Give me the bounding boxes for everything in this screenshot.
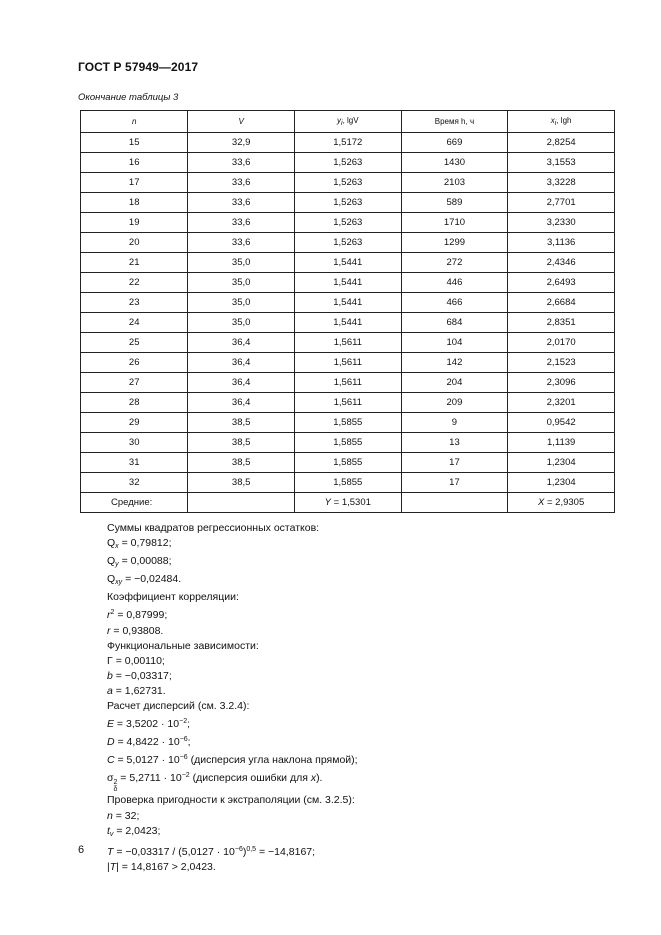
cell-v: 32,9 <box>188 133 295 153</box>
cell-x: 3,3228 <box>508 173 615 193</box>
cell-time: 9 <box>401 413 508 433</box>
cell-n: 16 <box>81 153 188 173</box>
T-line: $T = -0,03317 / (5,0127 \cdot 10^{-6})^{0,5} = -14,8167$; <box>107 845 316 858</box>
d-line: $D = 4,8422 \cdot 10^{-6}$; <box>107 736 191 749</box>
cell-y: 1,5611 <box>294 373 401 393</box>
table-row <box>81 273 615 293</box>
cell-v: 33,6 <box>188 173 295 193</box>
cell-v: 36,4 <box>188 333 295 353</box>
cell-n: 28 <box>81 393 188 413</box>
cell-y: 1,5855 <box>294 413 401 433</box>
cell-y: 1,5263 <box>294 153 401 173</box>
cell-x: 2,8351 <box>508 313 615 333</box>
cell-time: 204 <box>401 373 508 393</box>
cell-time: 13 <box>401 433 508 453</box>
cell-v: 33,6 <box>188 153 295 173</box>
cell-y: 1,5441 <box>294 293 401 313</box>
col-header-y: $y_i$, lgV <box>294 111 401 133</box>
col-header-x: $x_i$, lgh <box>508 111 615 133</box>
cell-y: 1,5263 <box>294 213 401 233</box>
cell-n: 17 <box>81 173 188 193</box>
cell-x: 3,2330 <box>508 213 615 233</box>
averages-time-cell <box>401 493 508 513</box>
cell-time: 142 <box>401 353 508 373</box>
cell-y: 1,5611 <box>294 393 401 413</box>
t-line: $t_v = 2,0423$; <box>107 824 161 838</box>
col-header-n: n <box>81 111 188 133</box>
b-line: b = −0,03317; <box>107 669 172 682</box>
table-header-row <box>81 111 615 133</box>
cell-v: 33,6 <box>188 213 295 233</box>
cell-x: 0,9542 <box>508 413 615 433</box>
cell-time: 272 <box>401 253 508 273</box>
cell-n: 26 <box>81 353 188 373</box>
cell-n: 27 <box>81 373 188 393</box>
table-row <box>81 173 615 193</box>
cell-n: 21 <box>81 253 188 273</box>
cell-v: 35,0 <box>188 253 295 273</box>
cell-x: 2,7701 <box>508 193 615 213</box>
qy-line: $Q_y = 0,00088$; <box>107 555 172 569</box>
cell-time: 104 <box>401 333 508 353</box>
cell-v: 36,4 <box>188 393 295 413</box>
cell-n: 20 <box>81 233 188 253</box>
functional-title: Функциональные зависимости: <box>107 639 259 652</box>
cell-y: 1,5441 <box>294 273 401 293</box>
cell-x: 2,6493 <box>508 273 615 293</box>
averages-label: Средние: <box>81 493 188 513</box>
cell-time: 1710 <box>401 213 508 233</box>
cell-y: 1,5263 <box>294 173 401 193</box>
cell-y: 1,5441 <box>294 253 401 273</box>
table-row <box>81 413 615 433</box>
cell-x: 2,1523 <box>508 353 615 373</box>
table-row <box>81 133 615 153</box>
r-line: r = 0,93808. <box>107 624 164 637</box>
qxy-line: $Q_{xy} = -0,02484$. <box>107 573 182 587</box>
a-line: a = 1,62731. <box>107 684 166 697</box>
cell-n: 24 <box>81 313 188 333</box>
cell-time: 446 <box>401 273 508 293</box>
cell-x: 1,1139 <box>508 433 615 453</box>
cell-time: 209 <box>401 393 508 413</box>
cell-n: 29 <box>81 413 188 433</box>
cell-n: 32 <box>81 473 188 493</box>
table-body <box>81 133 615 493</box>
cell-time: 17 <box>401 453 508 473</box>
residuals-title: Суммы квадратов регрессионных остатков: <box>107 522 320 534</box>
table-row <box>81 153 615 173</box>
cell-n: 22 <box>81 273 188 293</box>
cell-y: 1,5263 <box>294 193 401 213</box>
cell-n: 15 <box>81 133 188 153</box>
table-caption: Окончание таблицы 3 <box>78 92 179 103</box>
cell-x: 2,6684 <box>508 293 615 313</box>
e-line: $E = 3,5202 \cdot 10^{-2}$; <box>107 718 191 731</box>
page-number: 6 <box>78 844 85 856</box>
table-row <box>81 293 615 313</box>
cell-n: 25 <box>81 333 188 353</box>
cell-time: 466 <box>401 293 508 313</box>
table-row <box>81 213 615 233</box>
cell-y: 1,5855 <box>294 453 401 473</box>
cell-time: 2103 <box>401 173 508 193</box>
cell-n: 31 <box>81 453 188 473</box>
cell-x: 3,1553 <box>508 153 615 173</box>
cell-n: 18 <box>81 193 188 213</box>
cell-v: 35,0 <box>188 313 295 333</box>
cell-v: 38,5 <box>188 453 295 473</box>
average-y: Y = 1,5301 <box>294 493 401 513</box>
cell-x: 1,2304 <box>508 453 615 473</box>
cell-x: 2,3201 <box>508 393 615 413</box>
n-line: n = 32; <box>107 809 140 822</box>
cell-n: 30 <box>81 433 188 453</box>
cell-y: 1,5263 <box>294 233 401 253</box>
cell-n: 23 <box>81 293 188 313</box>
table-row <box>81 233 615 253</box>
correlation-title: Коэффициент корреляции: <box>107 591 239 604</box>
cell-v: 33,6 <box>188 193 295 213</box>
cell-y: 1,5611 <box>294 353 401 373</box>
cell-x: 3,1136 <box>508 233 615 253</box>
cell-time: 669 <box>401 133 508 153</box>
table-row <box>81 253 615 273</box>
cell-y: 1,5441 <box>294 313 401 333</box>
cell-time: 589 <box>401 193 508 213</box>
dispersion-title: Расчет дисперсий (см. 3.2.4): <box>107 700 250 713</box>
average-x: X = 2,9305 <box>508 493 615 513</box>
cell-x: 2,3096 <box>508 373 615 393</box>
cell-x: 2,8254 <box>508 133 615 153</box>
abs-T-line: |T| = 14,8167 > 2,0423. <box>107 860 216 873</box>
table-footer-row <box>81 493 615 513</box>
c-line: $C = 5,0127 \cdot 10^{-6}$ (дисперсия угла наклона прямой); <box>107 754 358 767</box>
cell-y: 1,5172 <box>294 133 401 153</box>
averages-v-cell <box>188 493 295 513</box>
r2-line: $r^2 = 0,87999$; <box>107 609 168 622</box>
data-table <box>80 110 615 513</box>
table-row <box>81 433 615 453</box>
cell-time: 1299 <box>401 233 508 253</box>
cell-v: 33,6 <box>188 233 295 253</box>
cell-v: 38,5 <box>188 433 295 453</box>
cell-y: 1,5611 <box>294 333 401 353</box>
cell-time: 17 <box>401 473 508 493</box>
sigma-line: σ 2 δ = $5,2711 \cdot 10^{-2}$ (дисперсия ошибки для x). <box>107 772 323 794</box>
gamma-line: Γ = 0,00110; <box>107 654 165 667</box>
cell-v: 36,4 <box>188 373 295 393</box>
cell-time: 1430 <box>401 153 508 173</box>
cell-n: 19 <box>81 213 188 233</box>
cell-y: 1,5855 <box>294 473 401 493</box>
cell-v: 35,0 <box>188 293 295 313</box>
table-row <box>81 313 615 333</box>
table-row <box>81 393 615 413</box>
qx-line: $Q_x = 0,79812$; <box>107 537 172 551</box>
col-header-time: Время h, ч <box>401 111 508 133</box>
table-row <box>81 453 615 473</box>
cell-v: 38,5 <box>188 473 295 493</box>
cell-v: 38,5 <box>188 413 295 433</box>
cell-y: 1,5855 <box>294 433 401 453</box>
table-row <box>81 373 615 393</box>
calculation-block <box>107 521 358 875</box>
table-row <box>81 473 615 493</box>
table-row <box>81 353 615 373</box>
cell-x: 2,0170 <box>508 333 615 353</box>
table-row <box>81 193 615 213</box>
cell-time: 684 <box>401 313 508 333</box>
extrapolation-title: Проверка пригодности к экстраполяции (см. 3.2.5): <box>107 794 355 807</box>
cell-x: 1,2304 <box>508 473 615 493</box>
cell-v: 35,0 <box>188 273 295 293</box>
cell-v: 36,4 <box>188 353 295 373</box>
col-header-v: V <box>188 111 295 133</box>
document-header: ГОСТ Р 57949—2017 <box>78 60 199 74</box>
table-row <box>81 333 615 353</box>
cell-x: 2,4346 <box>508 253 615 273</box>
